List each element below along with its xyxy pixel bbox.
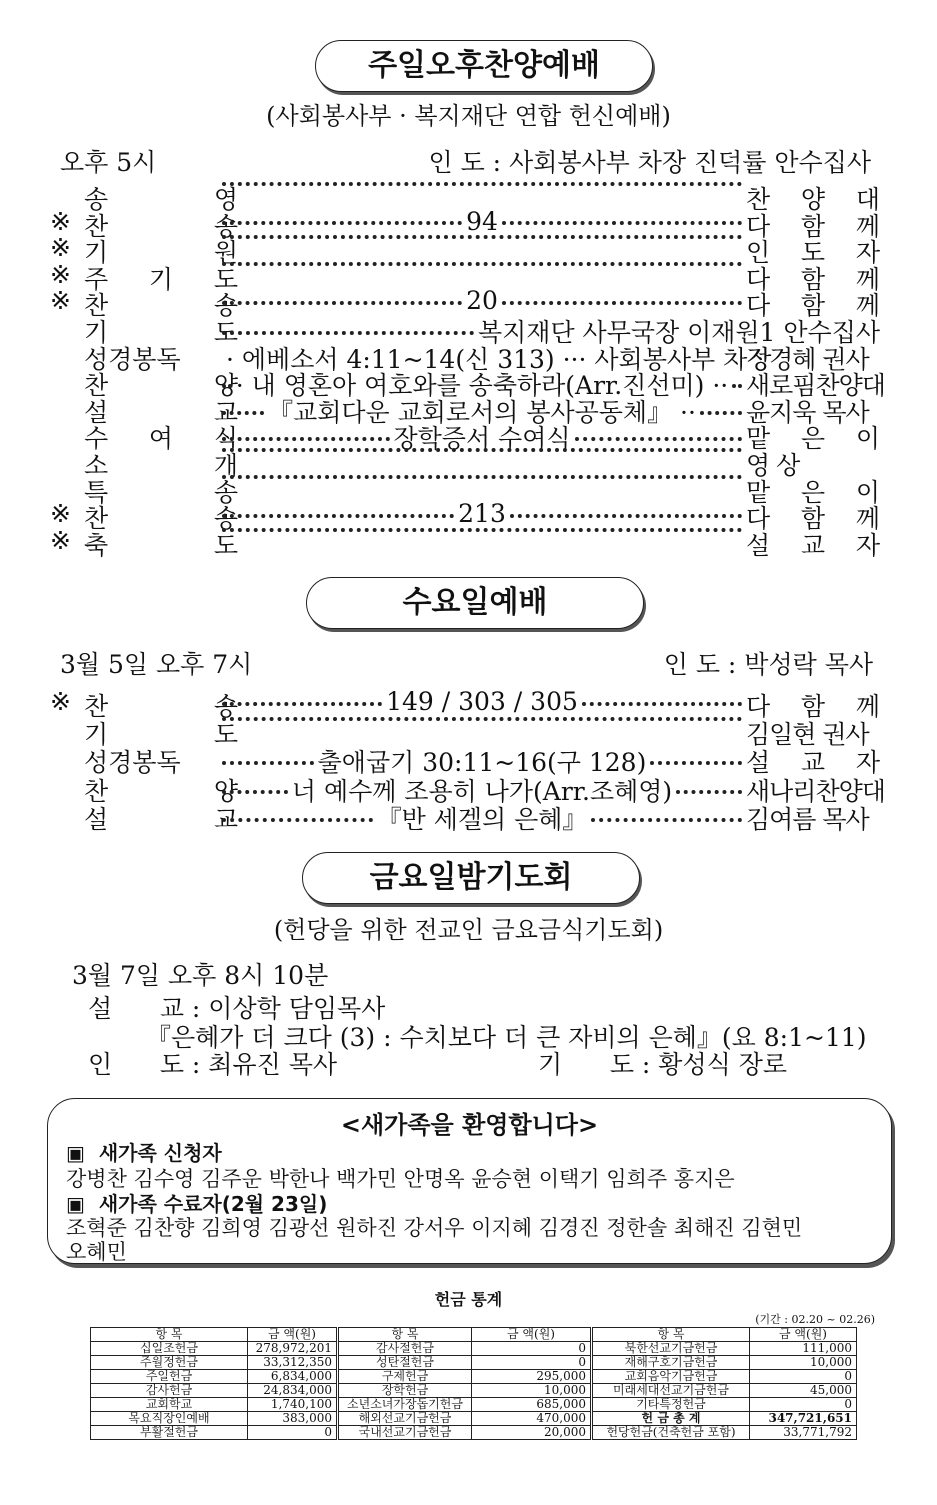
item-person: 새로핌찬양대 [746, 371, 885, 401]
item-label: 송 영 [84, 185, 238, 214]
item-content: 213 [218, 499, 746, 528]
sunday-order-row [50, 419, 880, 454]
item-person: 맡 은 이 [746, 477, 880, 507]
item-content [218, 526, 746, 530]
offering-item: 장학헌금 [338, 1384, 472, 1398]
offering-item: 재해구호기금헌금 [592, 1356, 750, 1370]
item-person: 인 도 자 [746, 238, 880, 268]
item-person: 영 상 [746, 451, 800, 480]
col-item-2: 항 목 [338, 1328, 472, 1342]
item-content [218, 446, 746, 450]
graduates-list: 조혁준 김찬향 김희영 김광선 원하진 강서우 이지혜 김경진 정한솔 최해진 김현민 [66, 1216, 803, 1240]
asterisk-mark: ※ [50, 525, 71, 555]
item-content [218, 260, 746, 264]
item-person: 설 교 자 [746, 748, 880, 778]
offering-table [90, 1327, 857, 1440]
offering-amount: 33,771,792 [750, 1426, 857, 1440]
item-content: 출애굽기 30:11~16(구 128) [218, 743, 746, 779]
item-person: 김여름 목사 [746, 804, 869, 834]
offering-item: 헌당헌금(건축헌금 포함) [592, 1426, 750, 1440]
item-person: 정경혜 권사 [746, 344, 869, 374]
offering-period: (기간 : 02.20 ~ 02.26) [755, 1313, 875, 1326]
item-label: 찬 송 [84, 692, 238, 721]
friday-prayer: 기 도 : 황성식 장로 [538, 1050, 787, 1079]
item-label: 설 교 [84, 397, 238, 427]
wednesday-title: 수요일예배 [306, 577, 644, 629]
item-label: 찬 양 [84, 776, 238, 806]
offering-amount: 10,000 [472, 1384, 592, 1398]
offering-amount: 10,000 [750, 1356, 857, 1370]
item-person: 설 교 자 [746, 530, 880, 560]
item-content: 94 [218, 207, 746, 236]
friday-leader: 인 도 : 최유진 목사 [88, 1050, 337, 1079]
col-item-3: 항 목 [592, 1328, 750, 1342]
graduates-list-2: 오혜민 [66, 1240, 127, 1264]
item-person: 다 함 께 [746, 291, 880, 321]
item-label: 기 도 [84, 720, 238, 750]
graduates-label: ▣ 새가족 수료자(2월 23일) [66, 1192, 328, 1216]
wednesday-leader: 인 도 : 박성락 목사 [663, 650, 873, 679]
offering-item: 해외선교기금헌금 [338, 1412, 472, 1426]
friday-time: 3월 7일 오후 8시 10분 [72, 961, 329, 990]
offering-amount: 20,000 [472, 1426, 592, 1440]
offering-row [91, 1384, 857, 1398]
sunday-time: 오후 5시 [60, 148, 157, 177]
item-content [218, 233, 746, 237]
sunday-title: 주일오후찬양예배 [315, 40, 653, 92]
asterisk-mark: ※ [50, 687, 71, 716]
offering-item: 교회학교 [91, 1398, 248, 1412]
item-content: · 에베소서 4:11~14(신 313) ··· 사회봉사부 차장 [226, 344, 772, 374]
sunday-order-row [50, 259, 880, 294]
offering-amount: 0 [750, 1370, 857, 1384]
sunday-order-row [50, 366, 885, 401]
offering-row [91, 1412, 857, 1426]
applicants-list: 강병찬 김수영 김주운 박한나 백가민 안명옥 윤승현 이택기 임희주 홍지은 [66, 1167, 735, 1191]
item-label: 주 기 도 [84, 264, 238, 294]
offering-item: 미래세대선교기금헌금 [592, 1384, 750, 1398]
offering-amount: 1,740,100 [248, 1398, 338, 1412]
item-content: 『반 세겔의 은혜』 [218, 800, 746, 836]
offering-item: 북한선교기금헌금 [592, 1342, 750, 1356]
asterisk-mark: ※ [50, 206, 71, 236]
sunday-order-row [50, 286, 880, 321]
offering-item: 구제헌금 [338, 1370, 472, 1384]
offering-amount: 470,000 [472, 1412, 592, 1426]
new-family-box [47, 1098, 892, 1264]
asterisk-mark: ※ [50, 259, 71, 289]
col-amount-2: 금 액(원) [472, 1328, 592, 1342]
offering-item: 교회음악기금헌금 [592, 1370, 750, 1384]
offering-amount: 0 [248, 1426, 338, 1440]
offering-amount: 33,312,350 [248, 1356, 338, 1370]
item-person: 다 함 께 [746, 211, 880, 241]
item-label: 기 원 [84, 238, 238, 268]
col-amount-1: 금 액(원) [248, 1328, 338, 1342]
sunday-order-row [50, 473, 880, 507]
offering-item: 헌 금 총 계 [592, 1412, 750, 1426]
wednesday-order-row [50, 743, 880, 778]
item-content: 복지재단 사무국장 이재원1 안수집사 [218, 313, 880, 349]
offering-amount: 0 [750, 1398, 857, 1412]
offering-header-row [91, 1328, 857, 1342]
item-label: 찬 송 [84, 291, 238, 321]
asterisk-mark: ※ [50, 286, 71, 316]
item-label: 찬 송 [84, 211, 238, 241]
sunday-order-row [50, 233, 880, 268]
wednesday-order-row [50, 772, 885, 806]
item-label: 성경봉독 [84, 748, 181, 778]
item-label: 찬 송 [84, 504, 238, 534]
offering-item: 목요직장인예배 [91, 1412, 248, 1426]
col-amount-3: 금 액(원) [750, 1328, 857, 1342]
offering-amount: 0 [472, 1356, 592, 1370]
friday-sermon-title: 『은혜가 더 크다 (3) : 수치보다 더 큰 자비의 은혜』(요 8:1~11) [146, 1023, 867, 1052]
wednesday-time: 3월 5일 오후 7시 [60, 650, 253, 679]
item-content [218, 473, 746, 477]
offering-item: 감사헌금 [91, 1384, 248, 1398]
sunday-order-row [50, 180, 880, 214]
asterisk-mark: ※ [50, 233, 71, 263]
sunday-subtitle: (사회봉사부 · 복지재단 연합 헌신예배) [266, 102, 671, 130]
wednesday-order-row [50, 800, 880, 834]
offering-amount: 24,834,000 [248, 1384, 338, 1398]
offering-amount: 347,721,651 [750, 1412, 857, 1426]
offering-title: 헌금 통계 [434, 1290, 503, 1309]
offering-amount: 295,000 [472, 1370, 592, 1384]
item-content: 너 예수께 조용히 나가(Arr.조혜영) [218, 772, 746, 808]
offering-item: 감사절헌금 [338, 1342, 472, 1356]
offering-row [91, 1342, 857, 1356]
offering-amount: 278,972,201 [248, 1342, 338, 1356]
item-person: 김일현 권사 [746, 720, 869, 750]
item-content: 『교회다운 교회로서의 봉사공동체』 ·· [218, 393, 746, 429]
sunday-order-row [50, 499, 880, 534]
sunday-order-row [50, 206, 880, 241]
friday-sermon: 설 교 : 이상학 담임목사 [88, 994, 386, 1023]
offering-item: 성탄절헌금 [338, 1356, 472, 1370]
item-content: 149 / 303 / 305 [218, 687, 746, 716]
item-label: 소 개 [84, 451, 238, 480]
offering-item: 십일조헌금 [91, 1342, 248, 1356]
sunday-order-row [50, 446, 880, 480]
item-label: 수 여 식 [84, 424, 238, 454]
item-content: 20 [218, 286, 746, 315]
offering-amount: 685,000 [472, 1398, 592, 1412]
sunday-order-row [50, 340, 880, 374]
offering-item: 기타특정헌금 [592, 1398, 750, 1412]
sunday-order-row [50, 525, 880, 560]
sunday-leader: 인 도 : 사회봉사부 차장 진덕률 안수집사 [428, 148, 871, 177]
item-label: 찬 양 [84, 371, 238, 401]
new-family-title: <새가족을 환영합니다> [340, 1111, 599, 1139]
friday-subtitle: (헌당을 위한 전교인 금요금식기도회) [273, 916, 664, 944]
applicants-label: ▣ 새가족 신청자 [66, 1141, 222, 1165]
item-label: 기 도 [84, 318, 238, 347]
sunday-order-row [50, 393, 880, 427]
item-person: 새나리찬양대 [746, 776, 885, 806]
item-person: 윤지욱 목사 [746, 397, 869, 427]
item-label: 특 송 [84, 477, 238, 507]
item-label: 설 교 [84, 804, 238, 834]
offering-row [91, 1356, 857, 1370]
col-item-1: 항 목 [91, 1328, 248, 1342]
item-content: · 내 영혼아 여호와를 송축하라(Arr.진선미) ·· [218, 366, 746, 402]
offering-amount: 0 [472, 1342, 592, 1356]
offering-item: 소년소녀가장돕기헌금 [338, 1398, 472, 1412]
wednesday-order-row [50, 715, 880, 750]
item-person: 찬 양 대 [746, 185, 880, 214]
item-content: 장학증서 수여식 [218, 419, 746, 455]
offering-row [91, 1426, 857, 1440]
item-person: 맡 은 이 [746, 424, 880, 454]
offering-amount: 45,000 [750, 1384, 857, 1398]
offering-item: 주월정헌금 [91, 1356, 248, 1370]
wednesday-order-row [50, 687, 880, 721]
offering-amount: 6,834,000 [248, 1370, 338, 1384]
offering-item: 부활절헌금 [91, 1426, 248, 1440]
item-person: 다 함 께 [746, 504, 880, 534]
item-content [218, 180, 746, 184]
item-person: 다 함 께 [746, 692, 880, 721]
offering-item: 주일헌금 [91, 1370, 248, 1384]
offering-amount: 383,000 [248, 1412, 338, 1426]
offering-row [91, 1370, 857, 1384]
offering-amount: 111,000 [750, 1342, 857, 1356]
offering-item: 국내선교기금헌금 [338, 1426, 472, 1440]
offering-row [91, 1398, 857, 1412]
asterisk-mark: ※ [50, 499, 71, 529]
item-label: 축 도 [84, 530, 238, 560]
friday-title: 금요일밤기도회 [302, 852, 640, 904]
item-label: 성경봉독 [84, 344, 181, 374]
sunday-order-row [50, 313, 880, 347]
item-person: 다 함 께 [746, 264, 880, 294]
item-content [218, 715, 746, 719]
